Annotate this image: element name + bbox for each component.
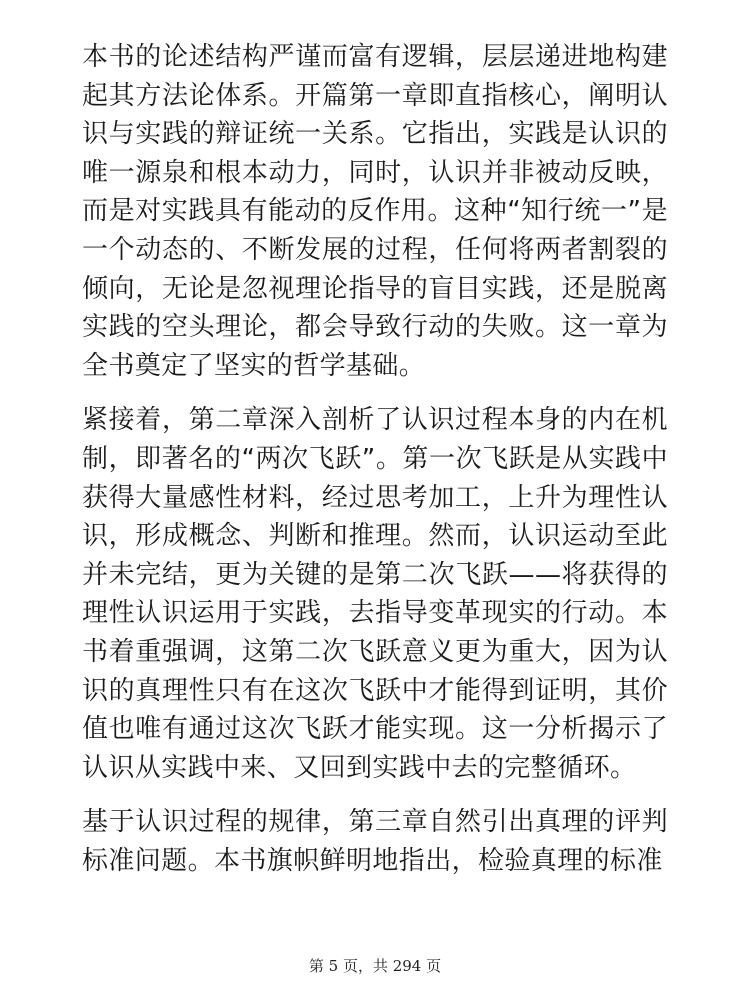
document-body	[82, 38, 668, 896]
paragraph-2: 紧接着，第二章深入剖析了认识过程本身的内在机制，即著名的“两次飞跃”。第一次飞跃是从实践中获得大量感性材料，经过思考加工，上升为理性认识，形成概念、判断和推理。然而，认识运动至此并未完结，更为关键的是第二次飞跃——将获得的理性认识运用于实践，去指导变革现实的行动。本书着重强调，这第二次飞跃意义更为重大，因为认识的真理性只有在这次飞跃中才能得到证明，其价值也唯有通过这次飞跃才能实现。这一分析揭示了认识从实践中来、又回到实践中去的完整循环。	[82, 405, 668, 783]
paragraph-3: 基于认识过程的规律，第三章自然引出真理的评判标准问题。本书旗帜鲜明地指出，检验真理的标准	[82, 807, 668, 876]
paragraph-1: 本书的论述结构严谨而富有逻辑，层层递进地构建起其方法论体系。开篇第一章即直指核心，阐明认识与实践的辩证统一关系。它指出，实践是认识的唯一源泉和根本动力，同时，认识并非被动反映，而是对实践具有能动的反作用。这种“知行统一”是一个动态的、不断发展的过程，任何将两者割裂的倾向，无论是忽视理论指导的盲目实践，还是脱离实践的空头理论，都会导致行动的失败。这一章为全书奠定了坚实的哲学基础。	[82, 42, 668, 381]
page-number-footer: 第 5 页，共 294 页	[308, 957, 442, 975]
